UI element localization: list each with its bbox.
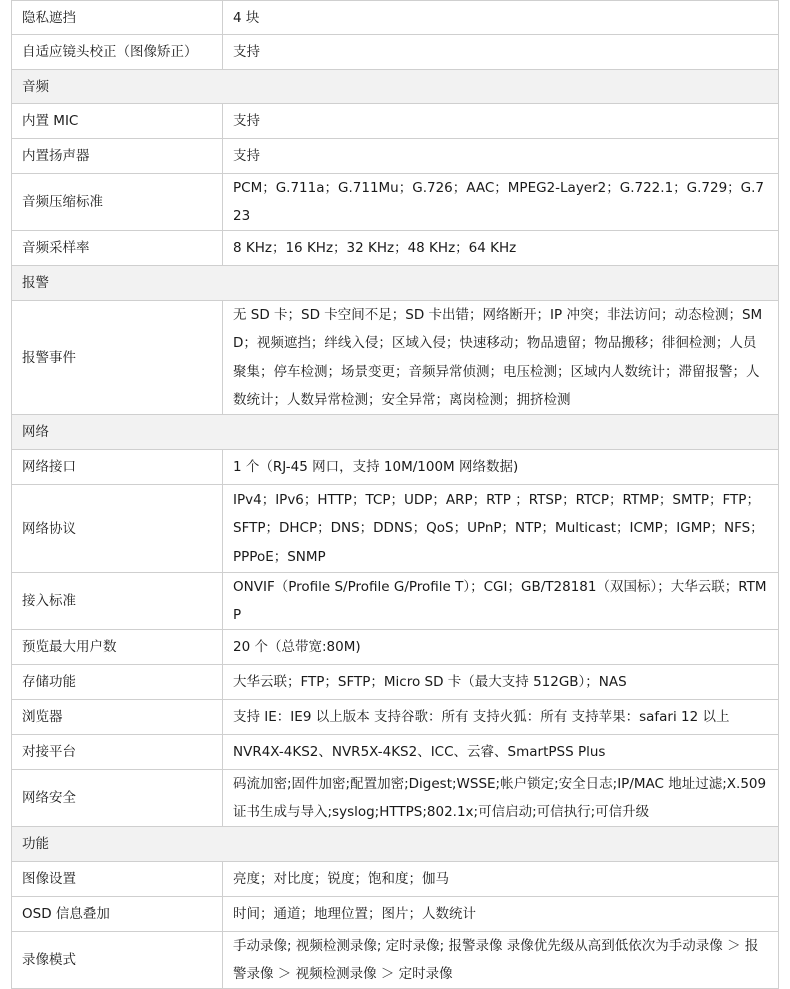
row-value: PCM；G.711a；G.711Mu；G.726；AAC；MPEG2-Layer2；G.722.1；G.729；G.723 — [223, 174, 779, 231]
spec-table — [11, 0, 779, 989]
section-header-alarm — [12, 266, 779, 301]
row-value: 4 块 — [223, 1, 779, 35]
table-row — [12, 630, 779, 665]
table-row — [12, 573, 779, 630]
row-label: 录像模式 — [12, 932, 223, 989]
row-value: ONVIF（Profile S/Profile G/Profile T）；CGI；GB/T28181（双国标）；大华云联；RTMP — [223, 573, 779, 630]
row-label: 音频采样率 — [12, 231, 223, 266]
table-row — [12, 35, 779, 70]
row-value: 20 个（总带宽:80M) — [223, 630, 779, 665]
row-value: 手动录像; 视频检测录像; 定时录像; 报警录像 录像优先级从高到低依次为手动录像 ＞ 报警录像 ＞ 视频检测录像 ＞ 定时录像 — [223, 932, 779, 989]
row-label: 存储功能 — [12, 665, 223, 700]
table-row — [12, 301, 779, 415]
row-label: 图像设置 — [12, 862, 223, 897]
section-header-network — [12, 415, 779, 450]
row-label: 网络接口 — [12, 450, 223, 485]
table-row — [12, 174, 779, 231]
row-label: 浏览器 — [12, 700, 223, 735]
row-label: 接入标准 — [12, 573, 223, 630]
row-label: 音频压缩标准 — [12, 174, 223, 231]
section-title: 网络 — [12, 415, 779, 450]
section-header-function — [12, 827, 779, 862]
table-row — [12, 485, 779, 573]
row-value: 1 个（RJ-45 网口，支持 10M/100M 网络数据) — [223, 450, 779, 485]
table-row — [12, 1, 779, 35]
row-label: 网络协议 — [12, 485, 223, 573]
row-value: IPv4；IPv6；HTTP；TCP；UDP；ARP；RTP ；RTSP；RTCP；RTMP；SMTP；FTP；SFTP；DHCP；DNS；DDNS；QoS；UPnP；NTP；Multicast；ICMP；IGMP；NFS；PPPoE；SNMP — [223, 485, 779, 573]
row-value: 无 SD 卡；SD 卡空间不足；SD 卡出错；网络断开；IP 冲突；非法访问；动态检测；SMD；视频遮挡；绊线入侵；区域入侵；快速移动；物品遗留；物品搬移；徘徊检测；人员聚集；停车检测；场景变更；音频异常侦测；电压检测；区域内人数统计；滞留报警；人数统计；人数异常检测；安全异常；离岗检测；拥挤检测 — [223, 301, 779, 415]
table-row — [12, 665, 779, 700]
table-row — [12, 231, 779, 266]
table-row — [12, 897, 779, 932]
row-value: 支持 IE：IE9 以上版本 支持谷歌：所有 支持火狐：所有 支持苹果：safari 12 以上 — [223, 700, 779, 735]
row-value: 支持 — [223, 104, 779, 139]
row-value: 支持 — [223, 35, 779, 70]
row-value: NVR4X-4KS2、NVR5X-4KS2、ICC、云睿、SmartPSS Plus — [223, 735, 779, 770]
section-header-audio — [12, 70, 779, 104]
row-label: 报警事件 — [12, 301, 223, 415]
section-title: 音频 — [12, 70, 779, 104]
section-title: 功能 — [12, 827, 779, 862]
row-label: 内置 MIC — [12, 104, 223, 139]
table-row — [12, 770, 779, 827]
row-label: 隐私遮挡 — [12, 1, 223, 35]
row-label: 自适应镜头校正（图像矫正） — [12, 35, 223, 70]
table-row — [12, 450, 779, 485]
row-value: 码流加密;固件加密;配置加密;Digest;WSSE;帐户锁定;安全日志;IP/MAC 地址过滤;X.509 证书生成与导入;syslog;HTTPS;802.1x;可信启动;可信执行;可信升级 — [223, 770, 779, 827]
table-row — [12, 932, 779, 989]
row-label: 网络安全 — [12, 770, 223, 827]
section-title: 报警 — [12, 266, 779, 301]
row-value: 亮度；对比度；锐度；饱和度；伽马 — [223, 862, 779, 897]
row-value: 支持 — [223, 139, 779, 174]
row-value: 8 KHz；16 KHz；32 KHz；48 KHz；64 KHz — [223, 231, 779, 266]
row-value: 大华云联；FTP；SFTP；Micro SD 卡（最大支持 512GB）；NAS — [223, 665, 779, 700]
table-row — [12, 700, 779, 735]
table-row — [12, 104, 779, 139]
row-label: 对接平台 — [12, 735, 223, 770]
row-label: 预览最大用户数 — [12, 630, 223, 665]
table-row — [12, 139, 779, 174]
row-label: OSD 信息叠加 — [12, 897, 223, 932]
table-row — [12, 862, 779, 897]
row-label: 内置扬声器 — [12, 139, 223, 174]
row-value: 时间；通道；地理位置；图片；人数统计 — [223, 897, 779, 932]
table-row — [12, 735, 779, 770]
